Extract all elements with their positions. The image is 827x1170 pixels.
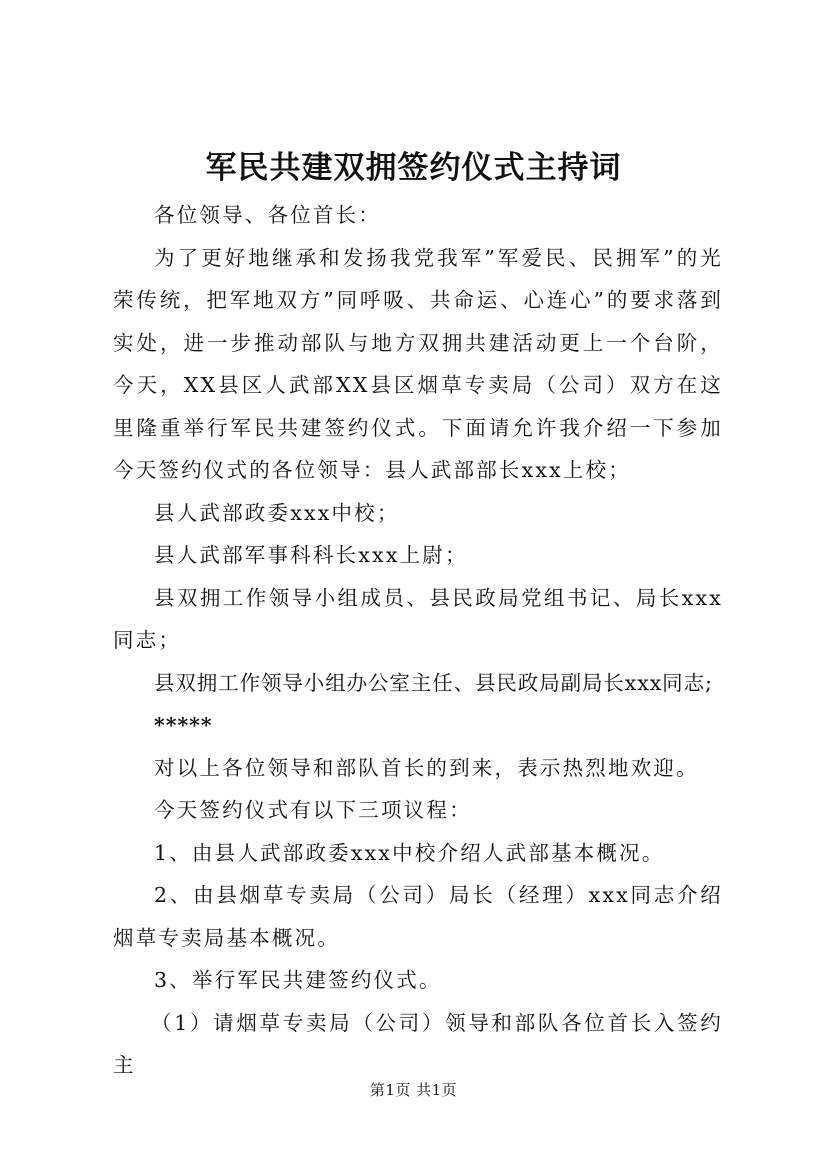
page-footer: 第1页 共1页 [369,1081,458,1099]
paragraph-attendee: 县人武部军事科科长xxx上尉； [154,543,468,567]
paragraph-agenda-subitem: （1）请烟草专卖局（公司）领导和部队各位首长入签约主 [113,1010,723,1077]
paragraph-omitted-marker: ***** [154,713,213,737]
document-body [113,194,723,1087]
document-title: 军民共建双拥签约仪式主持词 [205,150,622,186]
paragraph-agenda-intro: 今天签约仪式有以下三项议程： [154,798,472,822]
paragraph-welcome: 对以上各位领导和部队首长的到来，表示热烈地欢迎。 [154,755,699,780]
paragraph-salutation: 各位领导、各位首长： [154,203,381,227]
paragraph-agenda-item: 1、由县人武部政委xxx中校介绍人武部基本概况。 [154,840,665,865]
paragraph-introduction: 为了更好地继承和发扬我党我军”军爱民、民拥军”的光荣传统，把军地双方”同呼吸、共命运、心连心”的要求落到实处，进一步推动部队与地方双拥共建活动更上一个台阶，今天，XX县区人武部XX县区烟草专卖局（公司）双方在这里隆重举行军民共建签约仪式。下面请允许我介绍一下参加今天签约仪式的各位领导：县人武部部长xxx上校； [113,245,723,482]
paragraph-attendee: 县人武部政委xxx中校； [154,500,400,525]
paragraph-attendee: 县双拥工作领导小组成员、县民政局党组书记、局长xxx同志； [113,585,723,652]
paragraph-agenda-item: 2、由县烟草专卖局（公司）局长（经理）xxx同志介绍烟草专卖局基本概况。 [113,883,723,950]
paragraph-agenda-item: 3、举行军民共建签约仪式。 [154,968,442,992]
paragraph-attendee: 县双拥工作领导小组办公室主任、县民政局副局长xxx同志; [154,670,713,695]
